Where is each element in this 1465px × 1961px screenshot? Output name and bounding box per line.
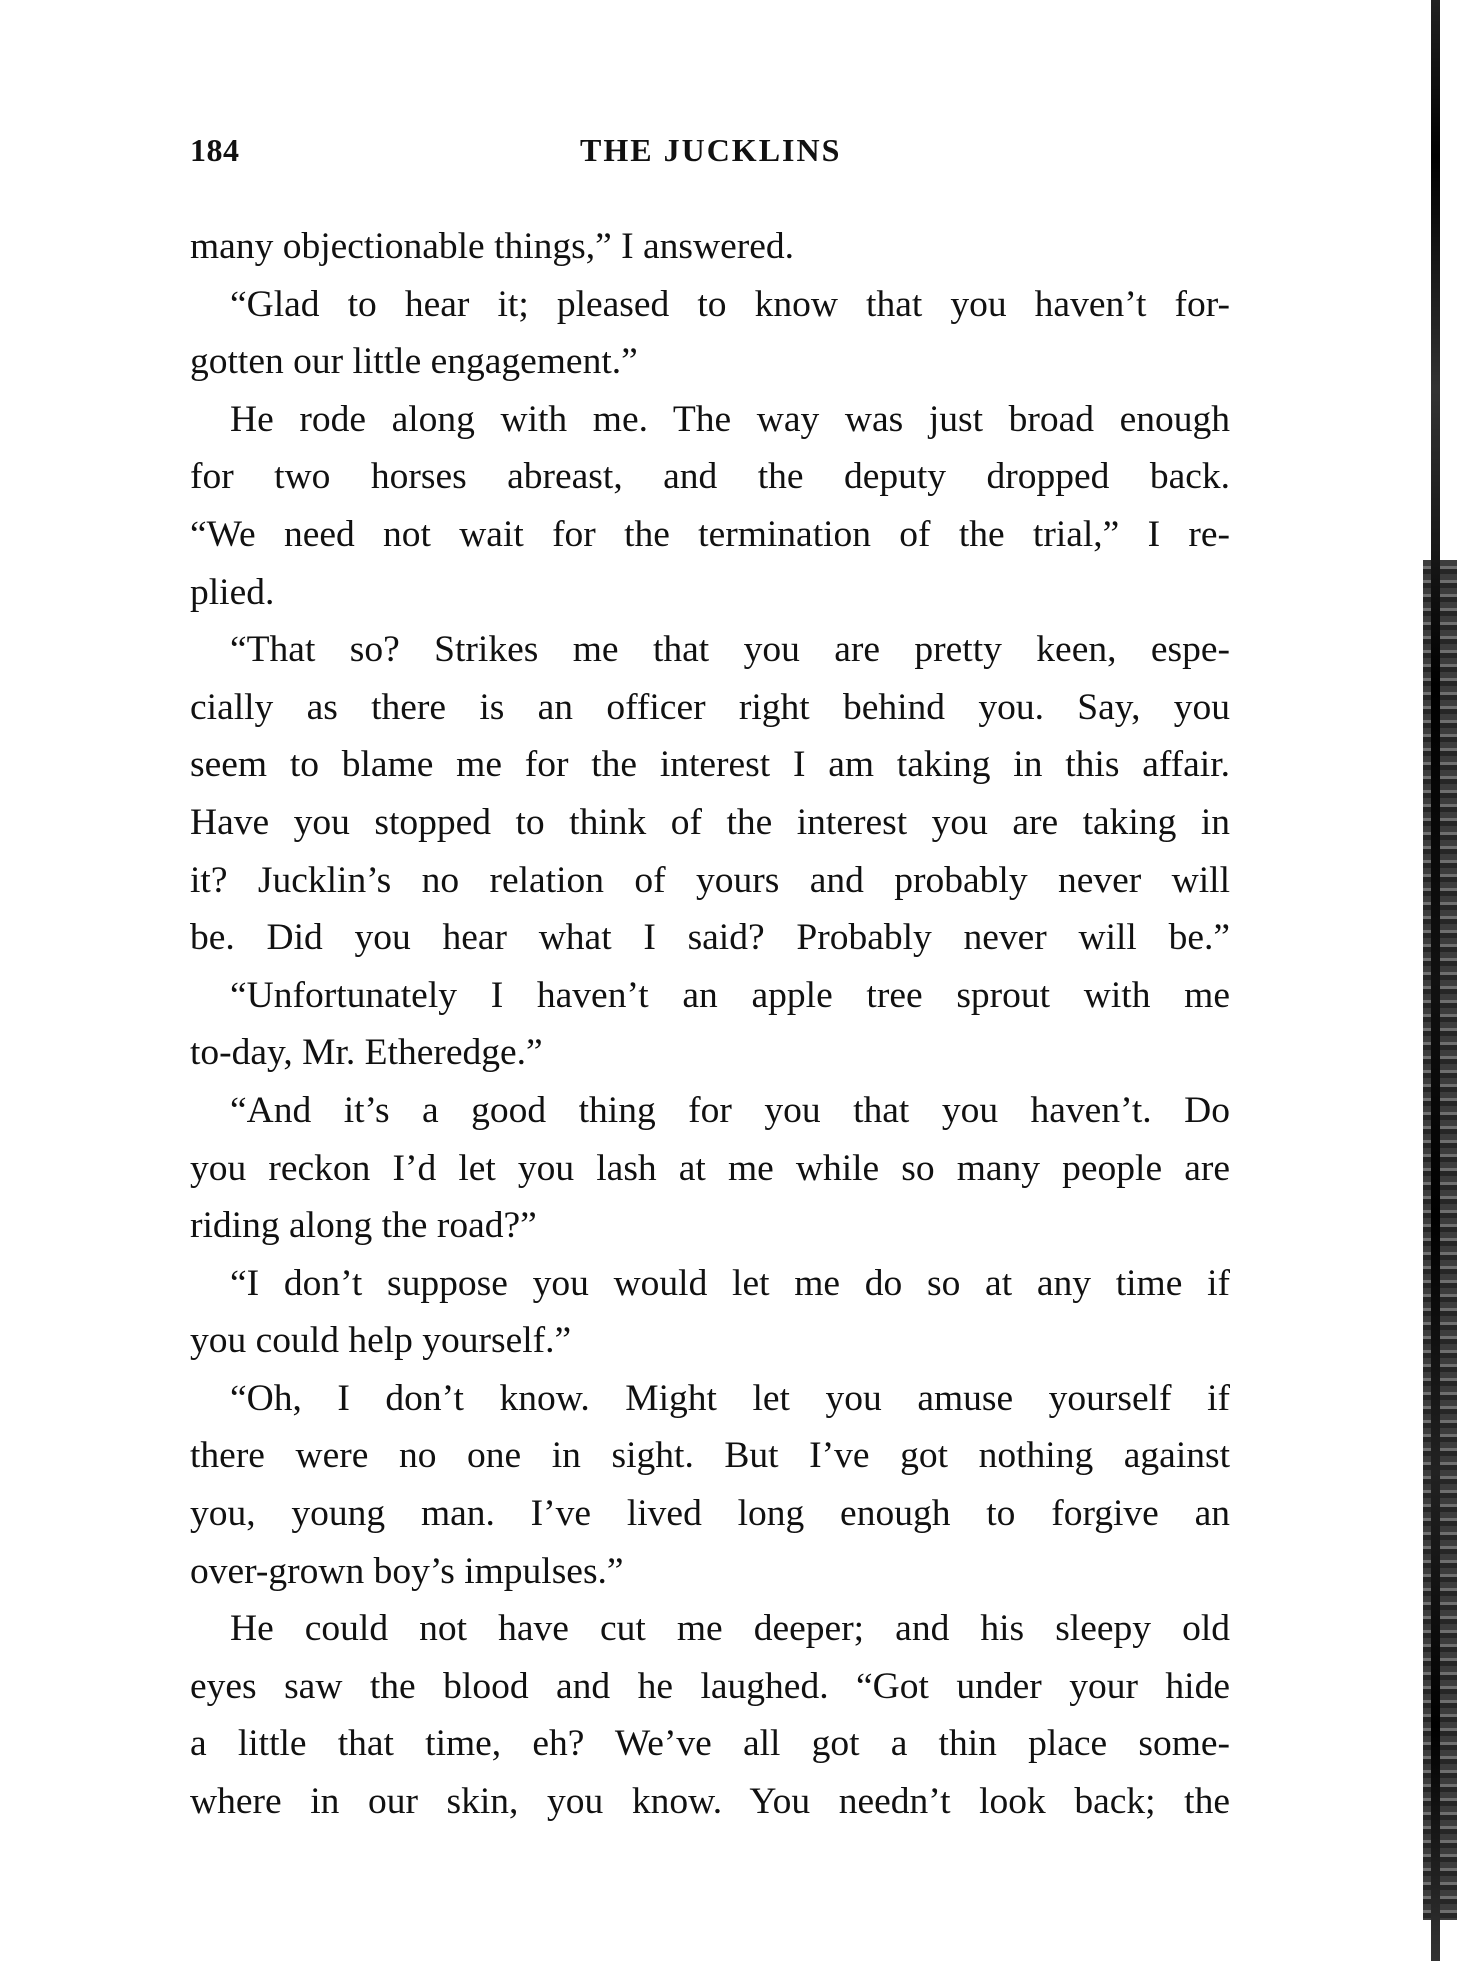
text-line: eyes saw the blood and he laughed. “Got under your hide [190,1665,1230,1707]
text-line: plied. [190,571,275,613]
text-line: gotten our little engagement.” [190,341,638,383]
text-line: cially as there is an officer right behind you. Say, you [190,686,1230,728]
body-text [190,218,1230,1831]
page-header [190,132,1230,172]
gutter-texture [1423,560,1457,1920]
text-line: many objectionable things,” I answered. [190,226,794,267]
text-line: there were no one in sight. But I’ve got nothing against [190,1435,1230,1477]
text-line: for two horses abreast, and the deputy dropped back. [190,456,1230,498]
text-line: a little that time, eh? We’ve all got a thin place some- [190,1723,1230,1765]
text-line: over-grown boy’s impulses.” [190,1550,624,1592]
text-line: you, young man. I’ve lived long enough to forgive an [190,1493,1230,1535]
text-line: Have you stopped to think of the interest you are taking in [190,801,1230,843]
text-line: “I don’t suppose you would let me do so at any time if [230,1262,1230,1304]
text-line: be. Did you hear what I said? Probably never will be.” [190,917,1230,959]
text-line: He rode along with me. The way was just broad enough [230,398,1230,440]
running-title: THE JUCKLINS [580,132,842,168]
text-line: to-day, Mr. Etheredge.” [190,1032,543,1074]
text-line: it? Jucklin’s no relation of yours and probably never will [190,859,1230,901]
text-line: “Glad to hear it; pleased to know that you haven’t for- [230,283,1230,325]
gutter-edge [1431,0,1440,1961]
text-line: “Unfortunately I haven’t an apple tree sprout with me [230,974,1230,1016]
text-line: where in our skin, you know. You needn’t look back; the [190,1781,1230,1823]
text-line: you could help yourself.” [190,1320,572,1362]
text-line: seem to blame me for the interest I am taking in this affair. [190,744,1230,786]
text-line: you reckon I’d let you lash at me while so many people are [190,1147,1230,1189]
text-line: riding along the road?” [190,1205,537,1247]
text-line: He could not have cut me deeper; and his sleepy old [230,1608,1230,1650]
page-number: 184 [190,132,240,168]
text-line: “And it’s a good thing for you that you haven’t. Do [230,1089,1230,1131]
text-line: “Oh, I don’t know. Might let you amuse yourself if [230,1377,1230,1419]
page-gutter-shadow [1423,0,1465,1961]
text-line: “That so? Strikes me that you are pretty keen, espe- [230,629,1230,671]
text-line: “We need not wait for the termination of the trial,” I re- [190,513,1230,555]
